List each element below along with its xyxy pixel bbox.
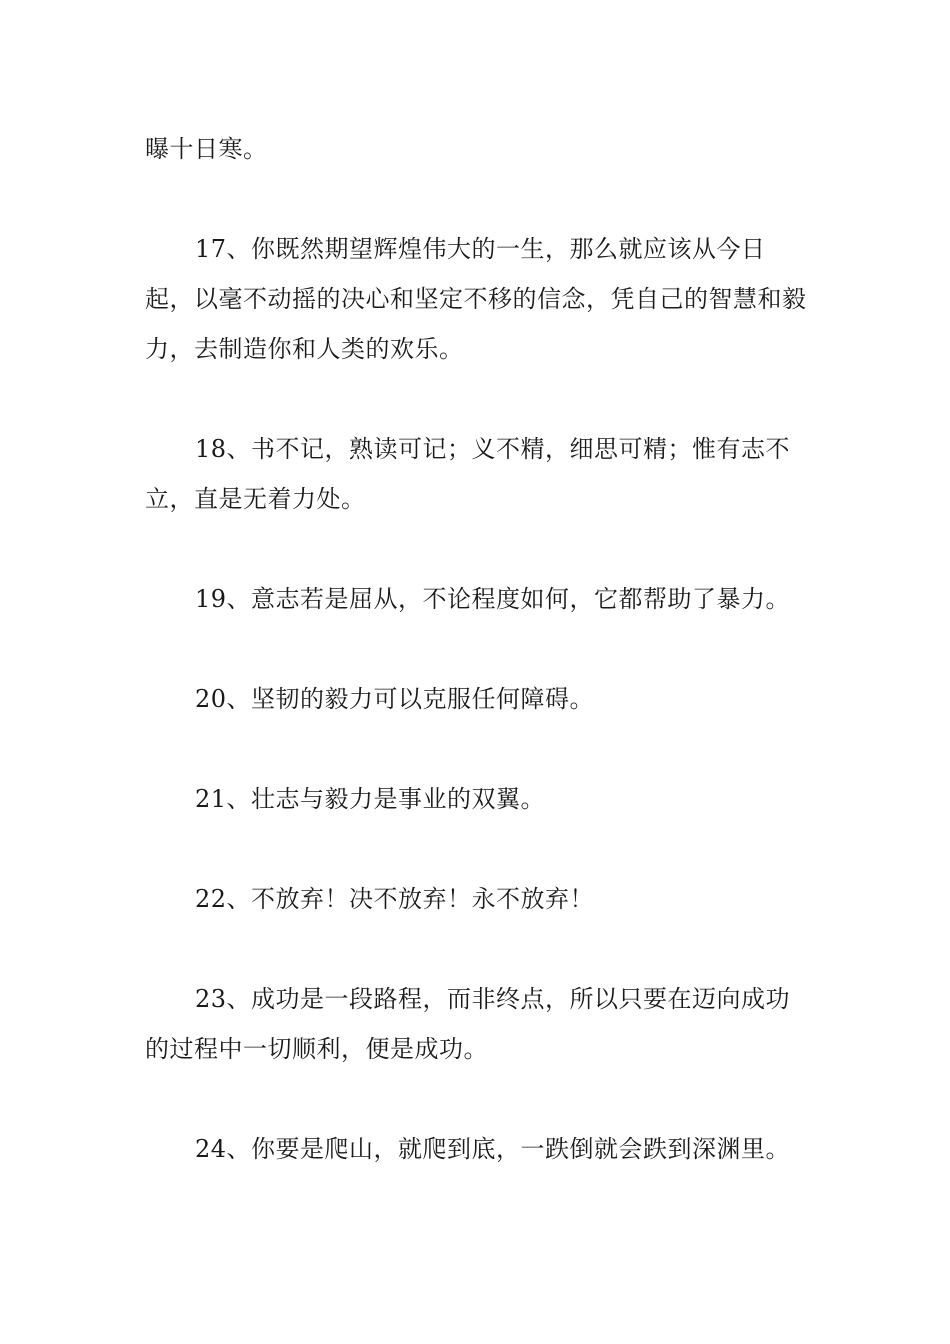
paragraph-20: 20、坚韧的毅力可以克服任何障碍。 [195,685,595,713]
paragraph-19: 19、意志若是屈从，不论程度如何，它都帮助了暴力。 [195,585,791,613]
paragraph-18: 18、书不记，熟读可记；义不精，细思可精；惟有志不立，直是无着力处。 [145,435,791,513]
paragraph-21: 21、壮志与毅力是事业的双翼。 [195,785,546,813]
paragraph-23: 23、成功是一段路程，而非终点，所以只要在迈向成功的过程中一切顺利，便是成功。 [145,985,791,1063]
paragraph-24: 24、你要是爬山，就爬到底，一跌倒就会跌到深渊里。 [195,1135,791,1163]
paragraph-22: 22、不放弃！决不放弃！永不放弃！ [195,885,595,913]
paragraph-17: 17、你既然期望辉煌伟大的一生，那么就应该从今日起，以毫不动摇的决心和坚定不移的信念，凭自己的智慧和毅力，去制造你和人类的欢乐。 [145,235,807,363]
continuation-text: 曝十日寒。 [145,135,268,163]
